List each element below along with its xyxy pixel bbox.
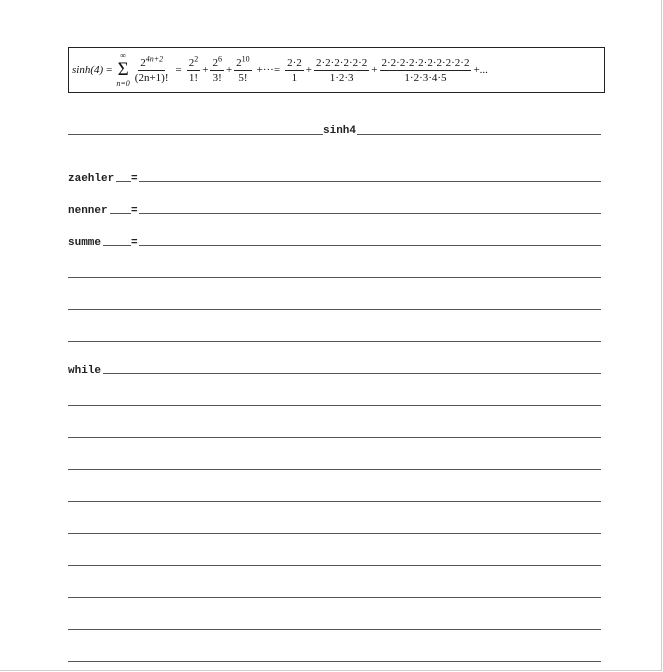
blank-line-3[interactable] (68, 341, 601, 342)
summe-label: summe (68, 237, 102, 249)
term-3 (234, 53, 252, 84)
product-term-2-den: 1·2·3 (329, 71, 354, 84)
product-term-1 (285, 57, 304, 84)
nenner-line[interactable] (68, 213, 601, 214)
series-tail: +... (473, 64, 488, 76)
nenner-equals: = (131, 205, 138, 217)
term-2-den: 3! (212, 71, 222, 84)
formula-lhs: sinh(4) (72, 64, 104, 76)
plus-3: + (305, 64, 312, 76)
sum-upper-limit: ∞ (120, 51, 126, 60)
while-label: while (68, 365, 102, 377)
sum-lower-limit: n=0 (116, 79, 130, 88)
blank-line-2[interactable] (68, 309, 601, 310)
plus-1: + (202, 64, 209, 76)
product-term-2-num: 2·2·2·2·2·2 (315, 56, 368, 69)
general-term-denominator: (2n+1)! (134, 71, 169, 84)
sigma-icon: Σ (117, 59, 129, 80)
zaehler-equals: = (131, 173, 138, 185)
product-term-3 (380, 57, 472, 84)
term-3-exp: 10 (241, 53, 250, 63)
summation-symbol (116, 51, 129, 89)
summe-equals: = (131, 237, 138, 249)
while-line[interactable] (68, 373, 601, 374)
term-1 (187, 53, 201, 84)
sinh-series-formula (68, 47, 605, 93)
general-term-base: 2 (140, 56, 146, 69)
product-term-1-den: 1 (291, 71, 298, 84)
general-term-exponent: 4n+2 (145, 53, 164, 63)
product-term-2 (314, 57, 369, 84)
term-2-base: 2 (212, 56, 218, 69)
blank-line-12[interactable] (68, 661, 601, 662)
blank-line-11[interactable] (68, 629, 601, 630)
term-2-exp: 6 (217, 53, 222, 63)
formula-equals-2: = (175, 64, 182, 76)
term-3-den: 5! (238, 71, 248, 84)
plus-4: + (371, 64, 378, 76)
product-term-3-den: 1·2·3·4·5 (404, 71, 447, 84)
term-1-exp: 2 (194, 53, 199, 63)
blank-line-6[interactable] (68, 469, 601, 470)
term-1-base: 2 (188, 56, 195, 69)
ellipsis-equals: +···= (256, 64, 281, 76)
blank-line-10[interactable] (68, 597, 601, 598)
worksheet-title: sinh4 (323, 125, 357, 137)
product-term-1-num: 2·2 (287, 56, 302, 69)
plus-2: + (225, 64, 233, 76)
blank-line-5[interactable] (68, 437, 601, 438)
term-2 (210, 53, 224, 84)
general-term (133, 53, 171, 84)
blank-line-1[interactable] (68, 277, 601, 278)
zaehler-line[interactable] (68, 181, 601, 182)
product-term-3-num: 2·2·2·2·2·2·2·2·2·2 (381, 56, 470, 69)
summe-line[interactable] (68, 245, 601, 246)
term-1-den: 1! (188, 71, 199, 84)
blank-line-7[interactable] (68, 501, 601, 502)
blank-line-8[interactable] (68, 533, 601, 534)
term-3-base: 2 (236, 56, 242, 69)
formula-equals: = (106, 64, 113, 76)
blank-line-9[interactable] (68, 565, 601, 566)
zaehler-label: zaehler (68, 173, 115, 185)
nenner-label: nenner (68, 205, 108, 217)
blank-line-4[interactable] (68, 405, 601, 406)
